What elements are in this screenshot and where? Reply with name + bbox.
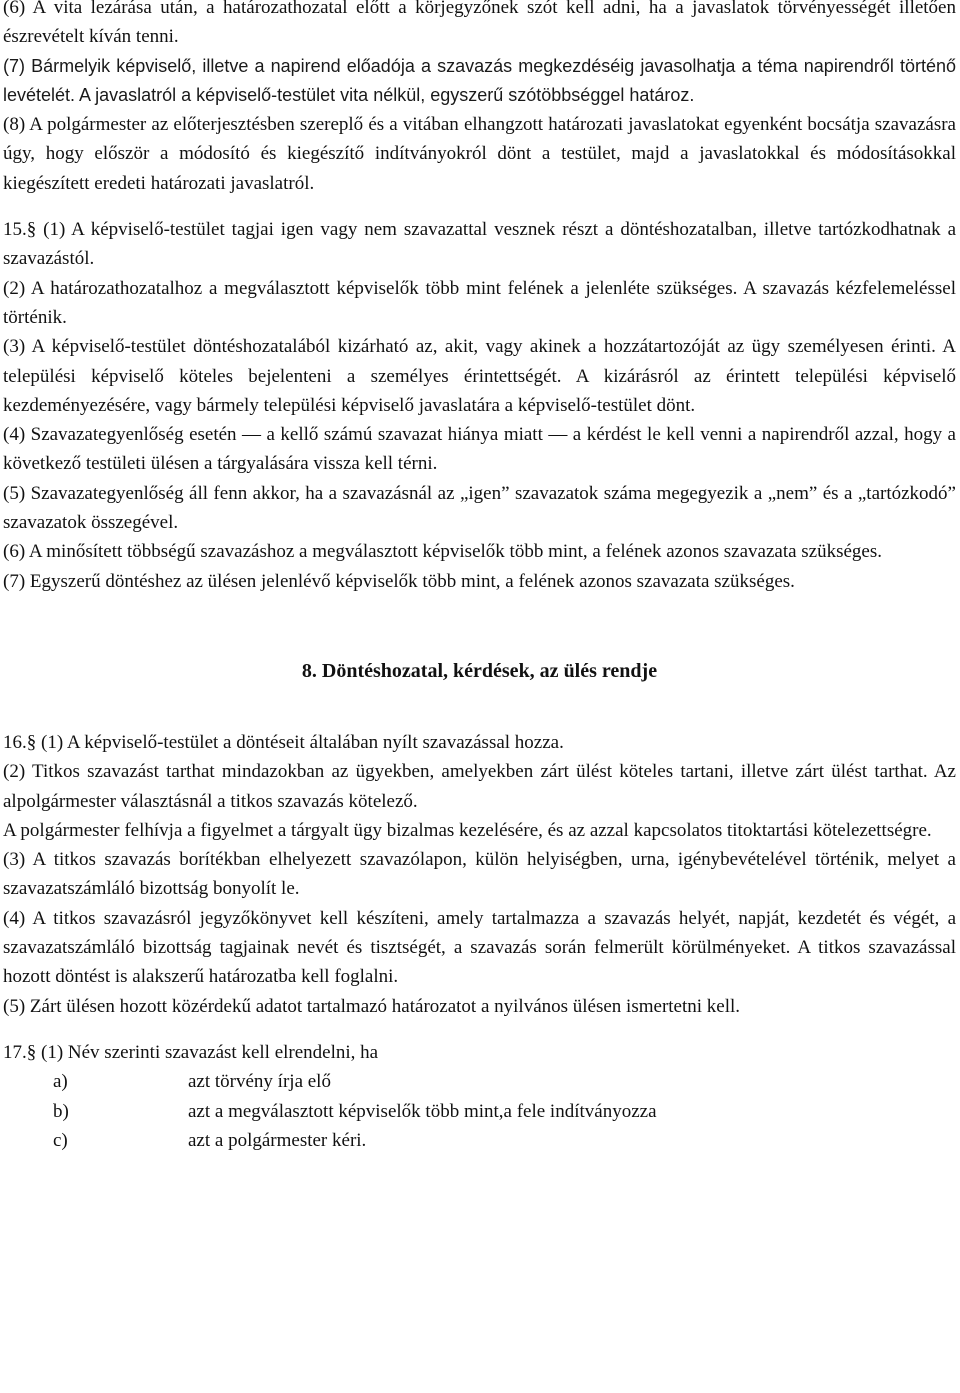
list-text: azt törvény írja elő xyxy=(188,1071,331,1093)
list-marker: c) xyxy=(53,1129,68,1151)
paragraph-16-5: (5) Zárt ülésen hozott közérdekű adatot tartalmazó határozatot a nyilvános ülésen ismertetni kell. xyxy=(3,995,741,1017)
paragraph-15-4: (4) Szavazategyenlőség esetén — a kellő számú szavazat hiánya miatt — a kérdést le kell venni a napirendről azzal, hogy a következő testületi ülésen a tárgyalására vissza kell térni. xyxy=(3,424,956,475)
section-16 xyxy=(3,728,956,1021)
paragraph-14-8: (8) A polgármester az előterjesztésben szereplő és a vitában elhangzott határozati javaslatokat egyenként bocsátja szavazásra úgy, hogy először a módosító és kiegészítő indítványokról dönt a testület, majd a javaslatokkal és módosításokkal kiegészített eredeti határozati javaslatról. xyxy=(3,114,956,194)
list-item xyxy=(3,1067,956,1096)
paragraph-16-2b: A polgármester felhívja a figyelmet a tárgyalt ügy bizalmas kezelésére, és az azzal kapcsolatos titoktartási kötelezettségre. xyxy=(3,819,932,841)
condition-list xyxy=(3,1067,956,1155)
chapter-heading: 8. Döntéshozatal, kérdések, az ülés rendje xyxy=(301,659,658,682)
list-marker: a) xyxy=(53,1071,68,1093)
paragraph-15-2: (2) A határozathozatalhoz a megválasztott képviselők több mint felének a jelenléte szükséges. A szavazás kézfelemeléssel történik. xyxy=(3,277,956,328)
paragraph-15-6: (6) A minősített többségű szavazáshoz a megválasztott képviselők több mint, a felének azonos szavazata szükséges. xyxy=(3,541,883,563)
paragraph-15-7: (7) Egyszerű döntéshez az ülésen jelenlévő képviselők több mint, a felének azonos szavazata szükséges. xyxy=(3,570,795,592)
list-item xyxy=(3,1097,956,1126)
paragraph-15-5: (5) Szavazategyenlőség áll fenn akkor, ha a szavazásnál az „igen” szavazatok száma megegyezik a „nem” és a „tartózkodó” szavazatok összegével. xyxy=(3,482,956,534)
list-text: azt a megválasztott képviselők több mint,a fele indítványozza xyxy=(188,1100,657,1122)
section-15 xyxy=(3,215,956,596)
paragraph-15-3: (3) A képviselő-testület döntéshozatalából kizárható az, akit, vagy akinek a hozzátartozóját az ügy személyesen érinti. A települési képviselő köteles bejelenteni a személyes érintettségét. A kizárásról az érintett települési képviselő kezdeményezésére, vagy bármely települési képviselő javaslatára a képviselő-testület dönt. xyxy=(3,336,956,416)
list-text: azt a polgármester kéri. xyxy=(188,1129,367,1151)
section-17 xyxy=(3,1038,956,1155)
paragraph-14-7: (7) Bármelyik képviselő, illetve a napirend előadója a szavazás megkezdéséig javasolhatja a téma napirendről történő levételét. A javaslatról a képviselő-testület vita nélkül, egyszerű szótöbbséggel határoz. xyxy=(3,55,956,105)
paragraph-16-4: (4) A titkos szavazásról jegyzőkönyvet kell készíteni, amely tartalmazza a szavazás helyét, napját, kezdetét és végét, a szavazatszámláló bizottság tagjainak nevét és tisztségét, a szavazás során felmerült körülményeket. A titkos szavazással hozott döntést is alakszerű határozatba kell foglalni. xyxy=(3,907,956,988)
paragraph-16-3: (3) A titkos szavazás borítékban elhelyezett szavazólapon, külön helyiségben, urna, igénybevételével történik, melyet a szavazatszámláló bizottság bonyolít le. xyxy=(3,849,956,900)
section-14-continued xyxy=(3,0,956,198)
paragraph-16-1: 16.§ (1) A képviselő-testület a döntéseit általában nyílt szavazással hozza. xyxy=(3,731,564,753)
paragraph-14-6: (6) A vita lezárása után, a határozathozatal előtt a körjegyzőnek szót kell adni, ha a javaslatok törvényességét illetően észrevételt kíván tenni. xyxy=(3,0,956,48)
list-item xyxy=(3,1126,956,1155)
paragraph-16-2: (2) Titkos szavazást tarthat mindazokban az ügyekben, amelyekben zárt ülést köteles tartani, illetve zárt ülést tarthat. Az alpolgármester választásnál a titkos szavazás kötelező. xyxy=(3,761,956,812)
paragraph-17-1: 17.§ (1) Név szerinti szavazást kell elrendelni, ha xyxy=(3,1041,379,1063)
paragraph-15-1: 15.§ (1) A képviselő-testület tagjai igen vagy nem szavazattal vesznek részt a döntéshozatalban, illetve tartózkodhatnak a szavazástól. xyxy=(3,219,956,270)
list-marker: b) xyxy=(53,1100,69,1122)
